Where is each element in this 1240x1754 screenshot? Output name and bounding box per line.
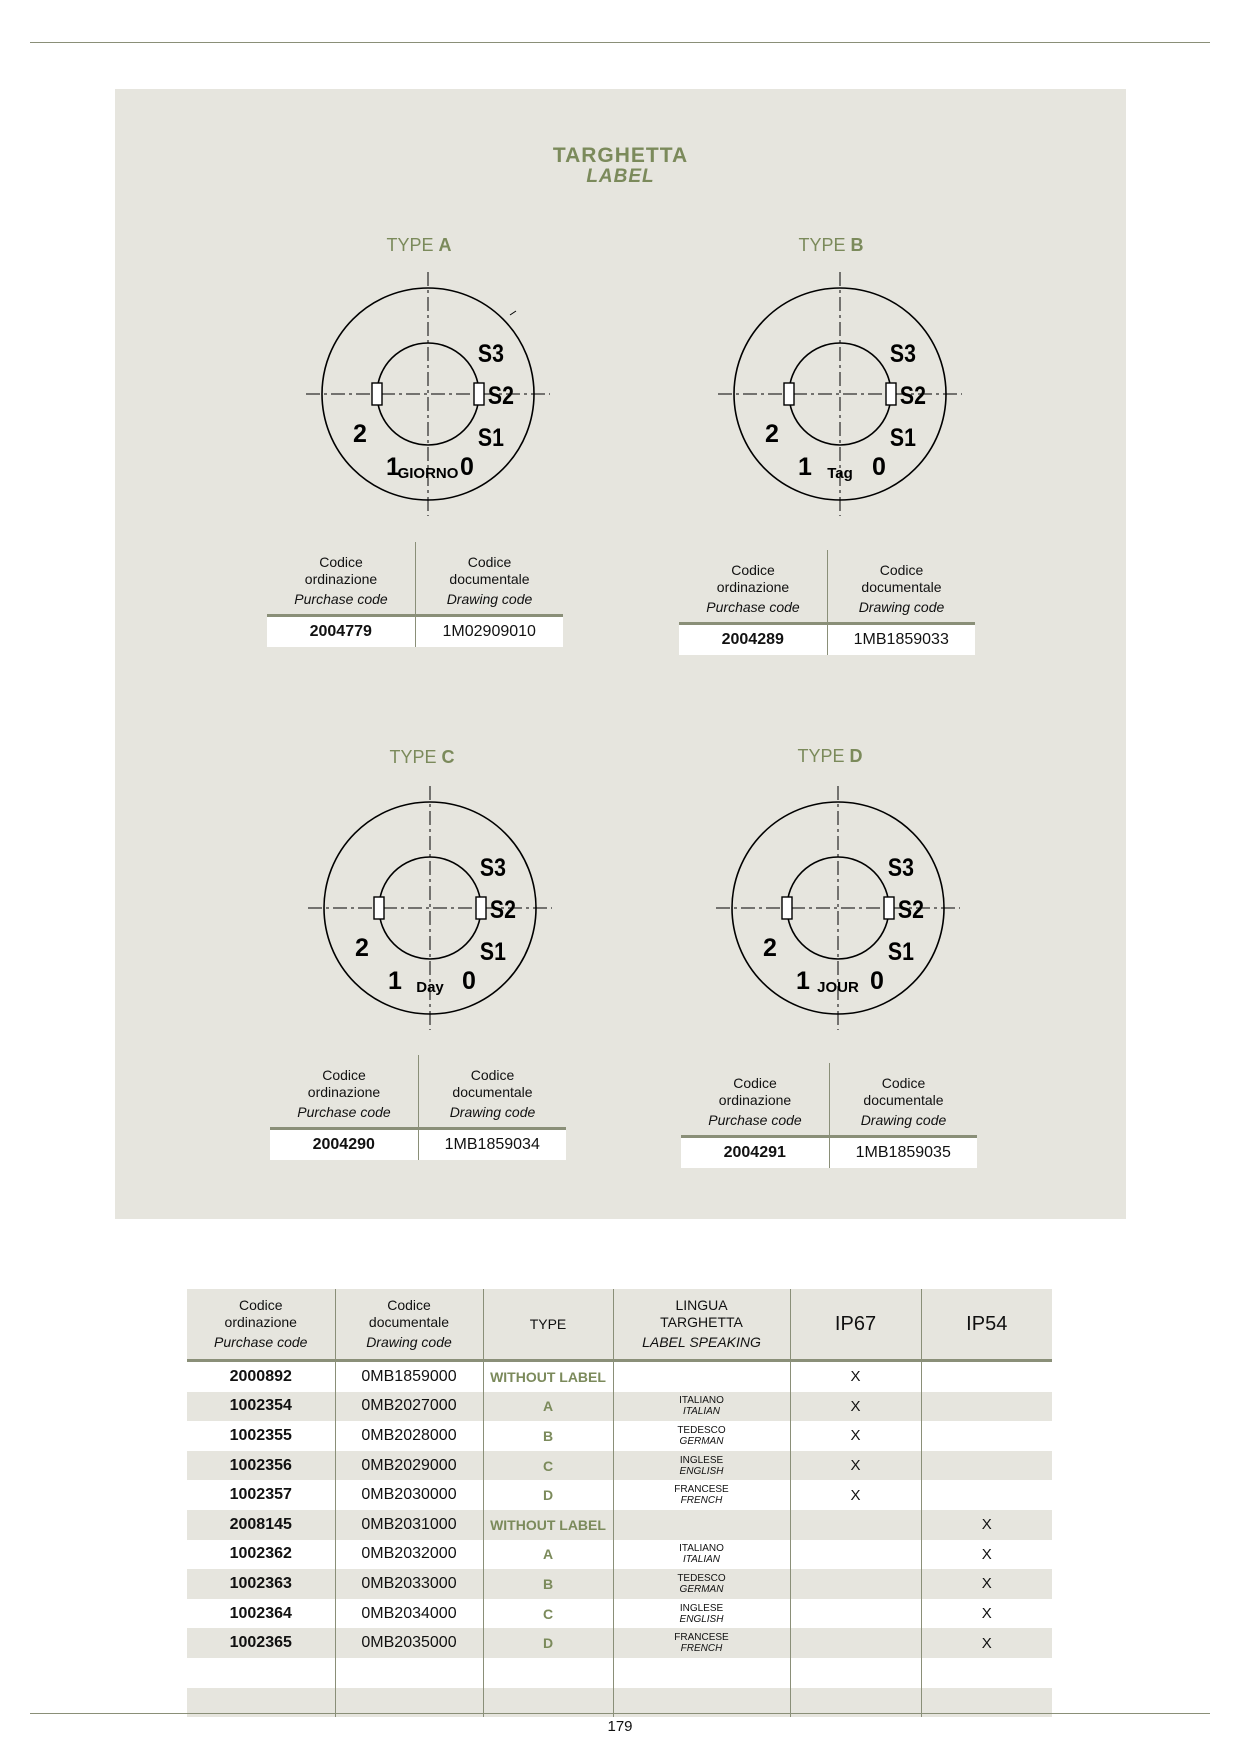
type-c-heading: TYPE C (389, 747, 455, 767)
dial-label-s1: S1 (477, 423, 504, 452)
code-table-header (267, 542, 563, 617)
table-body (187, 1361, 1052, 1718)
label-panel (115, 89, 1126, 1219)
type-c-dial-drawing (300, 778, 560, 1038)
dial-label-s2: S2 (899, 381, 926, 410)
dial-label-s3: S3 (477, 339, 504, 368)
language-cell (613, 1510, 790, 1540)
dial-label-1: 1 (386, 453, 400, 481)
code-table-header (681, 1063, 977, 1138)
dial-bottom-word: Day (416, 979, 444, 996)
language-cell: TEDESCO GERMAN (613, 1569, 790, 1599)
ip67-cell: X (790, 1480, 921, 1510)
dial-label-s2: S2 (897, 895, 924, 924)
table-row (187, 1599, 1052, 1629)
dial-label-s3: S3 (889, 339, 916, 368)
language-header: LINGUA TARGHETTA LABEL SPEAKING (613, 1289, 790, 1361)
language-cell: FRANCESE FRENCH (613, 1480, 790, 1510)
code-table-row (270, 1130, 566, 1160)
table-row (187, 1658, 1052, 1688)
drawing-code-cell: 0MB2029000 (335, 1451, 483, 1481)
ip54-cell (921, 1421, 1052, 1451)
dial-label-s1: S1 (889, 423, 916, 452)
purchase-code-header: Codice ordinazione Purchase code (297, 1067, 391, 1120)
dial-label-0: 0 (870, 967, 884, 995)
dial-bottom-word: Tag (827, 465, 853, 482)
type-d-dial-drawing (708, 778, 968, 1038)
purchase-code-header: Codice ordinazione Purchase code (187, 1289, 335, 1361)
ip67-cell (790, 1599, 921, 1629)
type-cell: B (483, 1421, 613, 1451)
dial-label-0: 0 (460, 453, 474, 481)
table-row (187, 1628, 1052, 1658)
purchase-code-cell: 1002357 (229, 1486, 292, 1504)
top-rule (30, 42, 1210, 43)
purchase-code-cell: 1002362 (229, 1545, 292, 1563)
panel-title: TARGHETTA (552, 144, 689, 167)
type-b-code-table (679, 550, 975, 655)
type-d-code-table (681, 1063, 977, 1168)
type-b-heading: TYPE B (798, 235, 864, 255)
type-cell: WITHOUT LABEL (483, 1510, 613, 1540)
ip54-cell (921, 1480, 1052, 1510)
table-row (187, 1510, 1052, 1540)
drawing-code-cell (335, 1658, 483, 1688)
ip54-cell: X (921, 1628, 1052, 1658)
type-d-heading: TYPE D (797, 746, 863, 766)
language-cell: ITALIANO ITALIAN (613, 1392, 790, 1422)
drawing-code-header: Codice documentale Drawing code (415, 542, 563, 614)
purchase-code-cell: 1002363 (187, 1569, 335, 1599)
dial-label-s2: S2 (489, 895, 516, 924)
type-cell: C (483, 1451, 613, 1481)
dial-label-s3: S3 (887, 853, 914, 882)
code-table-header (270, 1055, 566, 1130)
type-cell: A (483, 1540, 613, 1570)
table-row (187, 1540, 1052, 1570)
ip54-cell (921, 1451, 1052, 1481)
type-header: TYPE (483, 1289, 613, 1361)
type-c-code-table (270, 1055, 566, 1160)
ip67-cell (790, 1628, 921, 1658)
drawing-code-header: Codice documentale Drawing code (829, 1063, 977, 1135)
language-cell: TEDESCO GERMAN (613, 1421, 790, 1451)
dial-label-0: 0 (872, 453, 886, 481)
language-cell: ITALIANO ITALIAN (613, 1540, 790, 1570)
ip67-cell: X (790, 1421, 921, 1451)
purchase-code-header: Codice ordinazione Purchase code (294, 554, 388, 607)
table-row (187, 1451, 1052, 1481)
purchase-code-cell: 2000892 (229, 1367, 292, 1385)
table-row (187, 1421, 1052, 1451)
type-b-dial-drawing (710, 264, 970, 524)
type-cell: A (483, 1392, 613, 1422)
type-cell: D (483, 1628, 613, 1658)
table-header-row (187, 1289, 1052, 1361)
ip67-cell (790, 1510, 921, 1540)
dial-label-s1: S1 (479, 937, 506, 966)
purchase-code-cell: 2008145 (187, 1510, 335, 1540)
drawing-code-header: Codice documentale Drawing code (418, 1055, 566, 1127)
drawing-code-cell: 0MB1859000 (335, 1361, 483, 1392)
table-row (187, 1361, 1052, 1392)
ip54-cell (921, 1361, 1052, 1392)
type-cell: WITHOUT LABEL (483, 1361, 613, 1392)
purchase-code-cell: 1002364 (229, 1604, 292, 1622)
purchase-code-value: 2004779 (309, 623, 372, 640)
purchase-code-cell (187, 1658, 335, 1688)
drawing-code-header: Codice documentale Drawing code (335, 1289, 483, 1361)
dial-bottom-word: GIORNO (397, 465, 459, 482)
bottom-rule (30, 1713, 1210, 1714)
ip54-header: IP54 (921, 1289, 1052, 1361)
dial-label-2: 2 (763, 934, 777, 962)
drawing-code-cell: 0MB2035000 (335, 1628, 483, 1658)
table-row (187, 1392, 1052, 1422)
drawing-code-value: 1M02909010 (415, 617, 564, 647)
page-number: 179 (607, 1718, 633, 1735)
ip54-cell: X (921, 1569, 1052, 1599)
drawing-code-header: Codice documentale Drawing code (827, 550, 975, 622)
drawing-code-cell: 0MB2027000 (335, 1392, 483, 1422)
type-a-dial-drawing (298, 264, 558, 524)
purchase-code-value: 2004289 (721, 631, 784, 648)
dial-label-0: 0 (462, 967, 476, 995)
language-cell (613, 1658, 790, 1688)
product-table (187, 1289, 1052, 1717)
drawing-code-value: 1MB1859034 (418, 1130, 567, 1160)
code-table-header (679, 550, 975, 625)
drawing-code-cell: 0MB2031000 (335, 1510, 483, 1540)
dial-bottom-word: JOUR (817, 979, 859, 996)
table-row (187, 1569, 1052, 1599)
ip67-cell (790, 1540, 921, 1570)
language-cell: INGLESE ENGLISH (613, 1599, 790, 1629)
table-row (187, 1480, 1052, 1510)
language-cell (613, 1361, 790, 1392)
code-table-row (679, 625, 975, 655)
drawing-code-cell: 0MB2034000 (335, 1599, 483, 1629)
ip54-cell (921, 1392, 1052, 1422)
dial-label-2: 2 (355, 934, 369, 962)
purchase-code-cell: 1002365 (187, 1628, 335, 1658)
ip54-cell: X (921, 1510, 1052, 1540)
language-cell: FRANCESE FRENCH (613, 1628, 790, 1658)
dial-label-s1: S1 (887, 937, 914, 966)
ip67-cell (790, 1658, 921, 1688)
ip67-cell: X (790, 1392, 921, 1422)
ip54-cell (921, 1658, 1052, 1688)
code-table-row (267, 617, 563, 647)
code-table-row (681, 1138, 977, 1168)
ip67-cell (790, 1569, 921, 1599)
dial-label-s3: S3 (479, 853, 506, 882)
purchase-code-header: Codice ordinazione Purchase code (708, 1075, 802, 1128)
drawing-code-value: 1MB1859035 (829, 1138, 978, 1168)
type-cell: D (483, 1480, 613, 1510)
language-cell: INGLESE ENGLISH (613, 1451, 790, 1481)
ip67-header: IP67 (790, 1289, 921, 1361)
type-cell: C (483, 1599, 613, 1629)
type-cell (483, 1658, 613, 1688)
dial-label-1: 1 (798, 453, 812, 481)
ip54-cell: X (921, 1599, 1052, 1629)
drawing-code-value: 1MB1859033 (827, 625, 976, 655)
purchase-code-value: 2004291 (723, 1144, 786, 1161)
type-a-code-table (267, 542, 563, 647)
panel-subtitle: LABEL (586, 166, 655, 187)
drawing-code-cell: 0MB2033000 (335, 1569, 483, 1599)
purchase-code-cell: 1002355 (229, 1426, 292, 1444)
type-cell: B (483, 1569, 613, 1599)
dial-label-1: 1 (796, 967, 810, 995)
purchase-code-header: Codice ordinazione Purchase code (706, 562, 800, 615)
drawing-code-cell: 0MB2032000 (335, 1540, 483, 1570)
purchase-code-value: 2004290 (312, 1136, 375, 1153)
ip54-cell: X (921, 1540, 1052, 1570)
purchase-code-cell: 1002356 (187, 1451, 335, 1481)
dial-label-s2: S2 (487, 381, 514, 410)
dial-label-1: 1 (388, 967, 402, 995)
ip67-cell: X (790, 1451, 921, 1481)
drawing-code-cell: 0MB2028000 (335, 1421, 483, 1451)
drawing-code-cell: 0MB2030000 (335, 1480, 483, 1510)
purchase-code-cell: 1002354 (187, 1392, 335, 1422)
dial-label-2: 2 (353, 420, 367, 448)
ip67-cell: X (790, 1361, 921, 1392)
type-a-heading: TYPE A (386, 235, 452, 255)
dial-label-2: 2 (765, 420, 779, 448)
